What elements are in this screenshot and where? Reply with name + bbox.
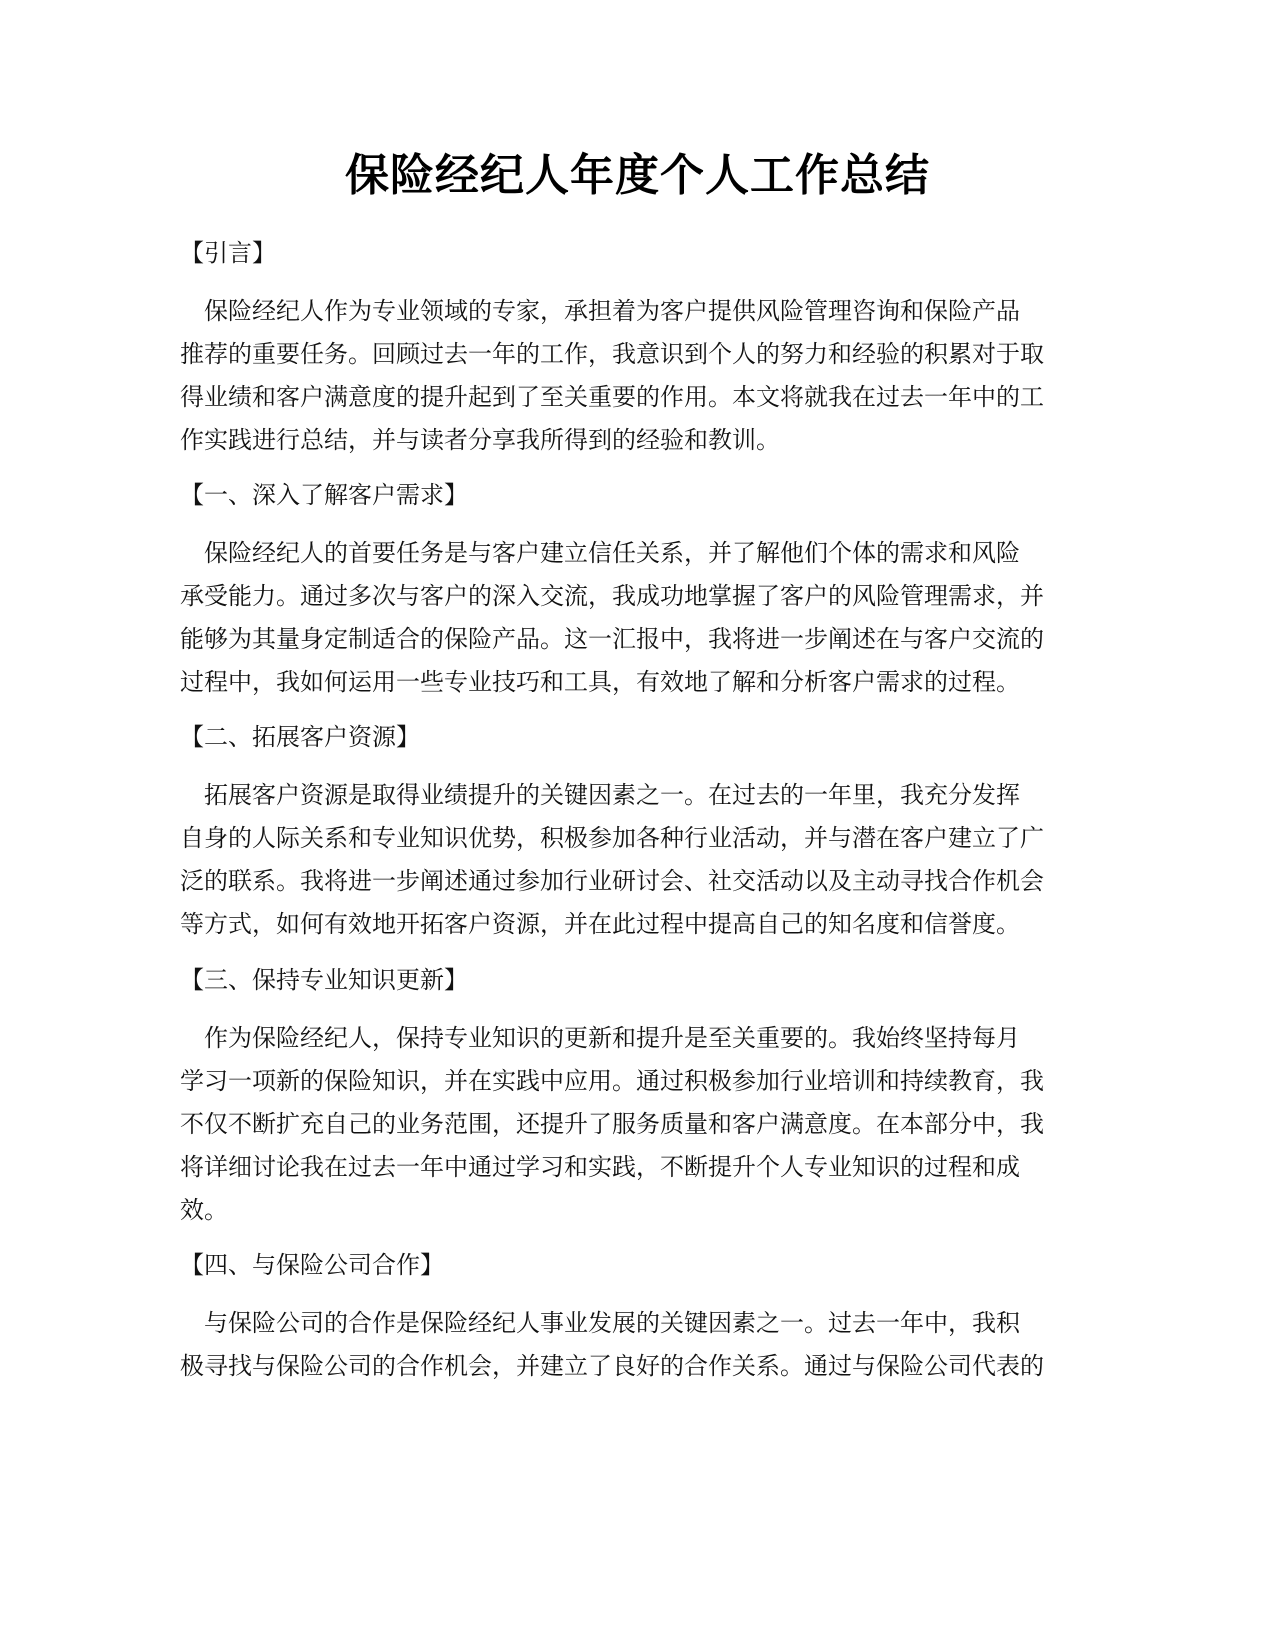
section-heading-4: 【四、与保险公司合作】	[180, 1251, 444, 1279]
section-heading-intro: 【引言】	[180, 239, 276, 267]
paragraph-line: 推荐的重要任务。回顾过去一年的工作，我意识到个人的努力和经验的积累对于取	[180, 340, 1044, 368]
paragraph-line: 等方式，如何有效地开拓客户资源，并在此过程中提高自己的知名度和信誉度。	[180, 910, 1020, 938]
paragraph-section-2	[180, 774, 1080, 946]
paragraph-line: 能够为其量身定制适合的保险产品。这一汇报中，我将进一步阐述在与客户交流的	[180, 625, 1044, 653]
paragraph-line: 得业绩和客户满意度的提升起到了至关重要的作用。本文将就我在过去一年中的工	[180, 383, 1044, 411]
paragraph-line: 过程中，我如何运用一些专业技巧和工具，有效地了解和分析客户需求的过程。	[180, 668, 1020, 696]
paragraph-line: 不仅不断扩充自己的业务范围，还提升了服务质量和客户满意度。在本部分中，我	[180, 1110, 1044, 1138]
paragraph-line: 效。	[180, 1196, 228, 1224]
paragraph-line: 将详细讨论我在过去一年中通过学习和实践，不断提升个人专业知识的过程和成	[180, 1153, 1020, 1181]
paragraph-line: 作为保险经纪人，保持专业知识的更新和提升是至关重要的。我始终坚持每月	[180, 1024, 1020, 1052]
paragraph-line: 学习一项新的保险知识，并在实践中应用。通过积极参加行业培训和持续教育，我	[180, 1067, 1044, 1095]
document-title: 保险经纪人年度个人工作总结	[345, 150, 930, 201]
paragraph-line: 泛的联系。我将进一步阐述通过参加行业研讨会、社交活动以及主动寻找合作机会	[180, 867, 1044, 895]
section-heading-2: 【二、拓展客户资源】	[180, 723, 420, 751]
paragraph-line: 极寻找与保险公司的合作机会，并建立了良好的合作关系。通过与保险公司代表的	[180, 1352, 1044, 1380]
paragraph-line: 保险经纪人作为专业领域的专家，承担着为客户提供风险管理咨询和保险产品	[180, 297, 1020, 325]
paragraph-line: 承受能力。通过多次与客户的深入交流，我成功地掌握了客户的风险管理需求，并	[180, 582, 1044, 610]
paragraph-line: 作实践进行总结，并与读者分享我所得到的经验和教训。	[180, 426, 780, 454]
paragraph-section-4	[180, 1302, 1080, 1388]
section-heading-3: 【三、保持专业知识更新】	[180, 966, 468, 994]
section-heading-1: 【一、深入了解客户需求】	[180, 481, 468, 509]
paragraph-section-3	[180, 1017, 1080, 1232]
paragraph-line: 拓展客户资源是取得业绩提升的关键因素之一。在过去的一年里，我充分发挥	[180, 781, 1020, 809]
paragraph-line: 与保险公司的合作是保险经纪人事业发展的关键因素之一。过去一年中，我积	[180, 1309, 1020, 1337]
paragraph-intro	[180, 290, 1080, 462]
paragraph-line: 自身的人际关系和专业知识优势，积极参加各种行业活动，并与潜在客户建立了广	[180, 824, 1044, 852]
paragraph-line: 保险经纪人的首要任务是与客户建立信任关系，并了解他们个体的需求和风险	[180, 539, 1020, 567]
paragraph-section-1	[180, 532, 1080, 704]
